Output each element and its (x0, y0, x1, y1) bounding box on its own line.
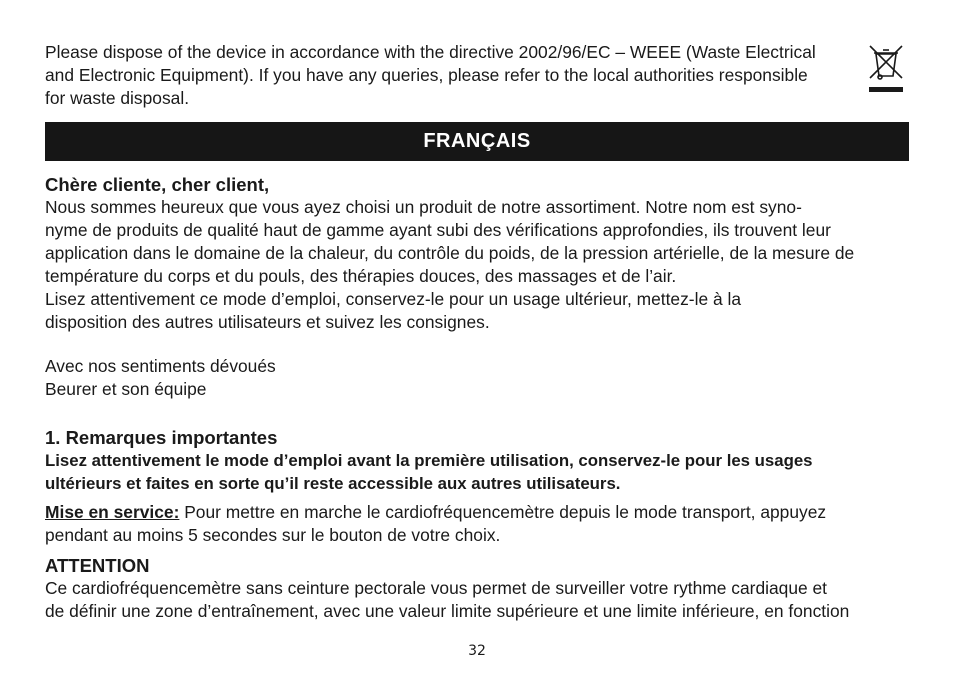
attention-section (45, 554, 911, 623)
section-title: 1. Remarques importantes (45, 427, 278, 448)
attention-line: Ce cardiofréquencemètre sans ceinture pectorale vous permet de surveiller votre rythme cardiaque et (45, 578, 828, 598)
closing-section (45, 355, 911, 401)
weee-notice (45, 41, 867, 110)
attention-heading: ATTENTION (45, 555, 150, 576)
intro-section (45, 173, 911, 334)
intro-line: disposition des autres utilisateurs et suivez les consignes. (45, 312, 490, 332)
weee-line-3: for waste disposal. (45, 88, 190, 108)
intro-line: température du corps et du pouls, des thérapies douces, des massages et de l’air. (45, 266, 677, 286)
banner-title: FRANÇAIS (423, 130, 531, 152)
closing-line: Avec nos sentiments dévoués (45, 356, 276, 376)
mise-line-1 (45, 501, 911, 524)
mise-en-service (45, 501, 911, 547)
intro-line: Nous sommes heureux que vous ayez choisi un produit de notre assortiment. Notre nom est syno- (45, 197, 802, 217)
mise-label: Mise en service: (45, 502, 180, 522)
intro-line: application dans le domaine de la chaleur, du contrôle du poids, de la pression artérielle, de la mesure de (45, 243, 855, 263)
bold-instruction-line: Lisez attentivement le mode d’emploi avant la première utilisation, conservez-le pour les usages (45, 451, 813, 470)
weee-line-2: and Electronic Equipment). If you have any queries, please refer to the local authorities responsible (45, 65, 808, 85)
bold-instruction-line: ultérieurs et faites en sorte qu’il reste accessible aux autres utilisateurs. (45, 474, 621, 493)
weee-line-1: Please dispose of the device in accordance with the directive 2002/96/EC – WEEE (Waste Electrical (45, 42, 816, 62)
attention-line: de définir une zone d’entraînement, avec une valeur limite supérieure et une limite inférieure, en fonction (45, 601, 850, 621)
crossed-out-wheelie-bin-icon (866, 44, 906, 94)
language-banner (45, 122, 909, 161)
closing-line: Beurer et son équipe (45, 379, 207, 399)
intro-line: Lisez attentivement ce mode d’emploi, conservez-le pour un usage ultérieur, mettez-le à la (45, 289, 741, 309)
intro-line: nyme de produits de qualité haut de gamme ayant subi des vérifications approfondies, ils trouvent leur (45, 220, 831, 240)
mise-text: Pour mettre en marche le cardiofréquencemètre depuis le mode transport, appuyez (179, 502, 827, 522)
greeting-heading: Chère cliente, cher client, (45, 174, 270, 195)
mise-line-2: pendant au moins 5 secondes sur le bouton de votre choix. (45, 525, 501, 545)
page-number: 32 (468, 643, 486, 659)
section-important-notes (45, 426, 911, 495)
